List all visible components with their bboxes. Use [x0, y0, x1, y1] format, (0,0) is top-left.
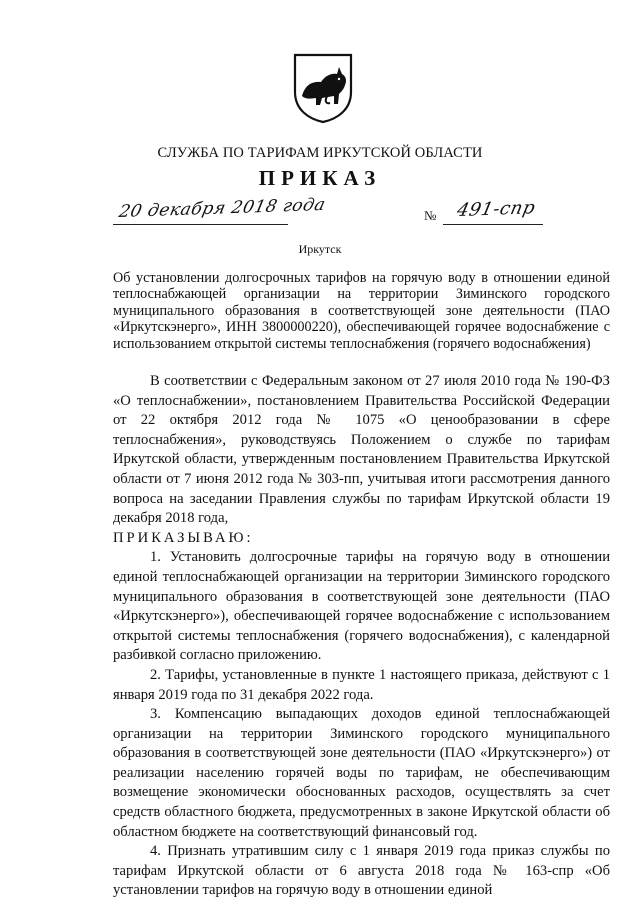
order-item-1: 1. Установить долгосрочные тарифы на горячую воду в отношении единой теплоснабжающей организации на территории Зиминского городского муниципального образования в соответствующей зоне деятельности (ПАО «Иркутскэнерго»), обеспечивающей горячее водоснабжение с использованием открытой системы теплоснабжения (горячего водоснабжения), с календарной разбивкой согласно приложению.	[113, 549, 610, 664]
handwritten-date: 20 декабря 2018 года	[117, 194, 328, 222]
order-item-2: 2. Тарифы, установленные в пункте 1 настоящего приказа, действуют с 1 января 2019 года по 31 декабря 2022 года.	[113, 666, 610, 703]
decree-word: ПРИКАЗЫВАЮ:	[113, 529, 254, 546]
number-underline	[443, 224, 543, 225]
city-name: Иркутск	[298, 242, 342, 256]
order-body	[113, 372, 610, 901]
order-item-3: 3. Компенсацию выпадающих доходов единой теплоснабжающей организации на территории Зиминского городского муниципального образования в соответствующей зоне деятельности (ПАО «Иркутскэнерго») от реализации населению горячей воды по тарифам, не обеспечивающим возмещение экономически обоснованных расходов, осуществлять за счет средств областного бюджета, предусмотренных в законе Иркутской области об областном бюджете на соответствующий финансовый год.	[113, 706, 610, 840]
order-subject: Об установлении долгосрочных тарифов на горячую воду в отношении единой теплоснабжающей организации на территории Зиминского городского муниципального образования в соответствующей зоне деятельности (ПАО «Иркутскэнерго», ИНН 3800000220), обеспечивающей горячее водоснабжение с использованием открытой системы теплоснабжения (горячего водоснабжения)	[113, 270, 610, 352]
coat-of-arms-icon	[292, 52, 354, 124]
document-title: ПРИКАЗ	[258, 166, 382, 190]
date-field	[113, 194, 328, 228]
number-sign: №	[424, 208, 437, 223]
handwritten-number: 491-спр	[455, 197, 538, 221]
number-field	[443, 197, 543, 228]
order-item-4: 4. Признать утратившим силу с 1 января 2019 года приказ службы по тарифам Иркутской области от 6 августа 2018 года № 163-спр «Об установлении тарифов на горячую воду в отношении единой	[113, 843, 610, 899]
agency-name: СЛУЖБА ПО ТАРИФАМ ИРКУТСКОЙ ОБЛАСТИ	[157, 145, 483, 161]
preamble-paragraph: В соответствии с Федеральным законом от 27 июля 2010 года № 190-ФЗ «О теплоснабжении», постановлением Правительства Российской Федерации от 22 октября 2012 года № 1075 «О ценообразовании в сфере теплоснабжения», руководствуясь Положением о службе по тарифам Иркутской области, утвержденным постановлением Правительства Иркутской области от 7 июня 2012 года № 303-пп, учитывая итоги рассмотрения данного вопроса на заседании Правления службы по тарифам Иркутской области 19 декабря 2018 года,	[113, 373, 610, 527]
date-underline	[113, 224, 288, 225]
